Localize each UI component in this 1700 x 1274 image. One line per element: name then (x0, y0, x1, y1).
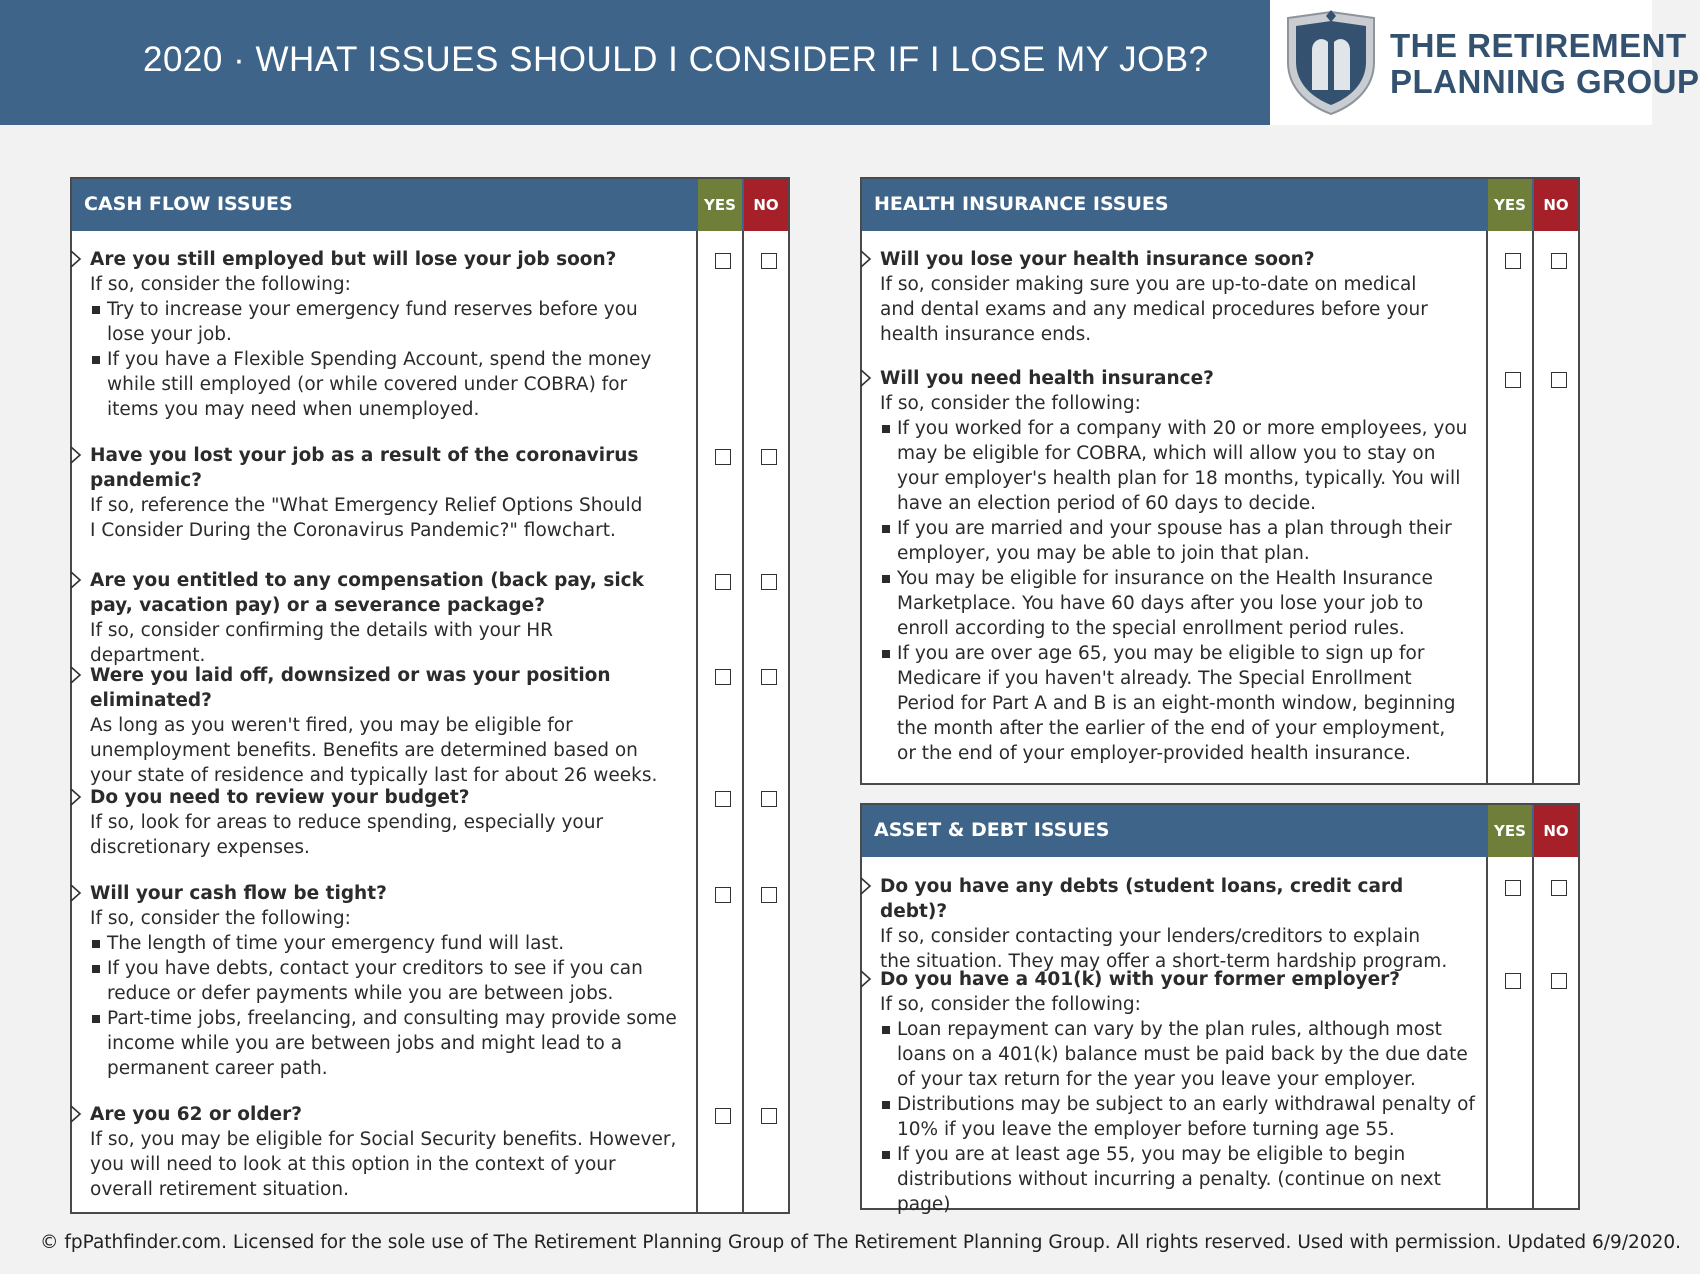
bullet-list (880, 1017, 1476, 1217)
yes-checkbox[interactable] (1505, 253, 1521, 269)
yes-checkbox[interactable] (715, 669, 731, 685)
no-column-header: NO (1534, 179, 1578, 231)
health-insurance-card (860, 177, 1580, 785)
yes-checkbox[interactable] (715, 574, 731, 590)
list-item: Try to increase your emergency fund reserves before you lose your job. (90, 297, 670, 347)
yes-checkbox[interactable] (1505, 973, 1521, 989)
logo-line-1: THE RETIREMENT (1390, 27, 1687, 64)
logo-wordmark (1390, 28, 1700, 100)
shield-logo-icon (1282, 10, 1380, 116)
chevron-right-icon (70, 1105, 82, 1123)
question-text: If so, consider the following: (90, 274, 351, 295)
no-checkbox[interactable] (1551, 880, 1567, 896)
list-item: If you are married and your spouse has a plan through their employer, you may be able to join that plan. (880, 516, 1470, 566)
chevron-right-icon (70, 666, 82, 684)
question-title: Do you need to review your budget? (90, 787, 470, 808)
column-divider (696, 231, 698, 1212)
question-title: Will you lose your health insurance soon? (880, 249, 1315, 270)
chevron-right-icon (70, 788, 82, 806)
question-text: As long as you weren't fired, you may be eligible for unemployment benefits. Benefits are determined based on your state of residence and typically last for about 26 weeks. (90, 715, 658, 786)
bullet-list (880, 416, 1470, 766)
list-item: If you worked for a company with 20 or more employees, you may be eligible for COBRA, which will allow you to stay on your employer's health plan for 18 months, typically. You will have an election period of 60 days to decide. (880, 416, 1470, 516)
card-header (862, 805, 1578, 857)
question-title: Have you lost your job as a result of the coronavirus pandemic? (90, 445, 639, 491)
list-item: You may be eligible for insurance on the Health Insurance Marketplace. You have 60 days after you lose your job to enroll according to the special enrollment period rules. (880, 566, 1470, 641)
list-item: The length of time your emergency fund will last. (90, 931, 680, 956)
question-title: Will your cash flow be tight? (90, 883, 387, 904)
question-text: If so, reference the "What Emergency Relief Options Should I Consider During the Coronavirus Pandemic?" flowchart. (90, 495, 643, 541)
no-checkbox[interactable] (761, 669, 777, 685)
question-title: Do you have any debts (student loans, credit card debt)? (880, 876, 1404, 922)
yes-column-header: YES (1488, 179, 1532, 231)
yes-checkbox[interactable] (1505, 372, 1521, 388)
no-checkbox[interactable] (1551, 973, 1567, 989)
chevron-right-icon (860, 250, 872, 268)
no-checkbox[interactable] (761, 791, 777, 807)
list-item: If you have debts, contact your creditors to see if you can reduce or defer payments while you are between jobs. (90, 956, 680, 1006)
question-text: If so, you may be eligible for Social Security benefits. However, you will need to look at this option in the context of your overall retirement situation. (90, 1129, 677, 1200)
question-title: Are you still employed but will lose your job soon? (90, 249, 617, 270)
page-header (0, 0, 1270, 125)
card-header (862, 179, 1578, 231)
company-logo (1270, 0, 1700, 125)
no-checkbox[interactable] (761, 887, 777, 903)
chevron-right-icon (70, 884, 82, 902)
column-divider (1532, 857, 1534, 1208)
logo-line-2: PLANNING GROUP (1390, 63, 1700, 100)
question-title: Are you 62 or older? (90, 1104, 302, 1125)
question-text: If so, consider the following: (90, 908, 351, 929)
question-text: If so, consider the following: (880, 994, 1141, 1015)
question-text: If so, consider contacting your lenders/creditors to explain the situation. They may offer a short-term hardship program. (880, 926, 1448, 972)
yes-checkbox[interactable] (715, 253, 731, 269)
page-title: 2020 · WHAT ISSUES SHOULD I CONSIDER IF I LOSE MY JOB? (143, 40, 1209, 79)
yes-column-header: YES (1488, 805, 1532, 857)
no-checkbox[interactable] (761, 449, 777, 465)
no-checkbox[interactable] (1551, 253, 1567, 269)
chevron-right-icon (70, 446, 82, 464)
no-checkbox[interactable] (761, 574, 777, 590)
chevron-right-icon (860, 369, 872, 387)
list-item: If you are at least age 55, you may be eligible to begin distributions without incurring a penalty. (continue on next page) (880, 1142, 1476, 1217)
card-header (72, 179, 788, 231)
yes-checkbox[interactable] (715, 791, 731, 807)
chevron-right-icon (860, 877, 872, 895)
asset-debt-card (860, 803, 1580, 1215)
list-item: If you are over age 65, you may be eligible to sign up for Medicare if you haven't already. The Special Enrollment Period for Part A and B is an eight-month window, beginning the month after the earlier of the end of your employment, or the end of your employer-provided health insurance. (880, 641, 1470, 766)
yes-checkbox[interactable] (1505, 880, 1521, 896)
card-title: HEALTH INSURANCE ISSUES (874, 193, 1169, 215)
list-item: Distributions may be subject to an early withdrawal penalty of 10% if you leave the employer before turning age 55. (880, 1092, 1476, 1142)
no-checkbox[interactable] (761, 1108, 777, 1124)
question-title: Were you laid off, downsized or was your position eliminated? (90, 665, 611, 711)
footer-copyright: © fpPathfinder.com. Licensed for the sole use of The Retirement Planning Group of The Retirement Planning Group. All rights reserved. Used with permission. Updated 6/9/2020. (40, 1232, 1682, 1253)
yes-checkbox[interactable] (715, 1108, 731, 1124)
list-item: Loan repayment can vary by the plan rules, although most loans on a 401(k) balance must be paid back by the due date of your tax return for the year you leave your employer. (880, 1017, 1476, 1092)
column-divider (1486, 857, 1488, 1208)
no-column-header: NO (744, 179, 788, 231)
yes-checkbox[interactable] (715, 449, 731, 465)
question-text: If so, consider confirming the details with your HR department. (90, 620, 553, 666)
question-title: Will you need health insurance? (880, 368, 1214, 389)
no-column-header: NO (1534, 805, 1578, 857)
question-title: Are you entitled to any compensation (back pay, sick pay, vacation pay) or a severance package? (90, 570, 644, 616)
chevron-right-icon (70, 571, 82, 589)
yes-checkbox[interactable] (715, 887, 731, 903)
column-divider (1486, 231, 1488, 783)
yes-column-header: YES (698, 179, 742, 231)
cash-flow-card (70, 177, 790, 1214)
bullet-list (90, 931, 680, 1081)
bullet-list (90, 297, 670, 422)
column-divider (1532, 231, 1534, 783)
column-divider (742, 231, 744, 1212)
card-title: ASSET & DEBT ISSUES (874, 819, 1110, 841)
list-item: If you have a Flexible Spending Account, spend the money while still employed (or while covered under COBRA) for items you may need when unemployed. (90, 347, 670, 422)
no-checkbox[interactable] (761, 253, 777, 269)
question-title: Do you have a 401(k) with your former employer? (880, 969, 1401, 990)
list-item: Part-time jobs, freelancing, and consulting may provide some income while you are between jobs and might lead to a permanent career path. (90, 1006, 680, 1081)
question-text: If so, consider making sure you are up-to-date on medical and dental exams and any medical procedures before your health insurance ends. (880, 274, 1428, 345)
question-text: If so, look for areas to reduce spending, especially your discretionary expenses. (90, 812, 604, 858)
card-title: CASH FLOW ISSUES (84, 193, 293, 215)
chevron-right-icon (860, 970, 872, 988)
question-text: If so, consider the following: (880, 393, 1141, 414)
chevron-right-icon (70, 250, 82, 268)
no-checkbox[interactable] (1551, 372, 1567, 388)
